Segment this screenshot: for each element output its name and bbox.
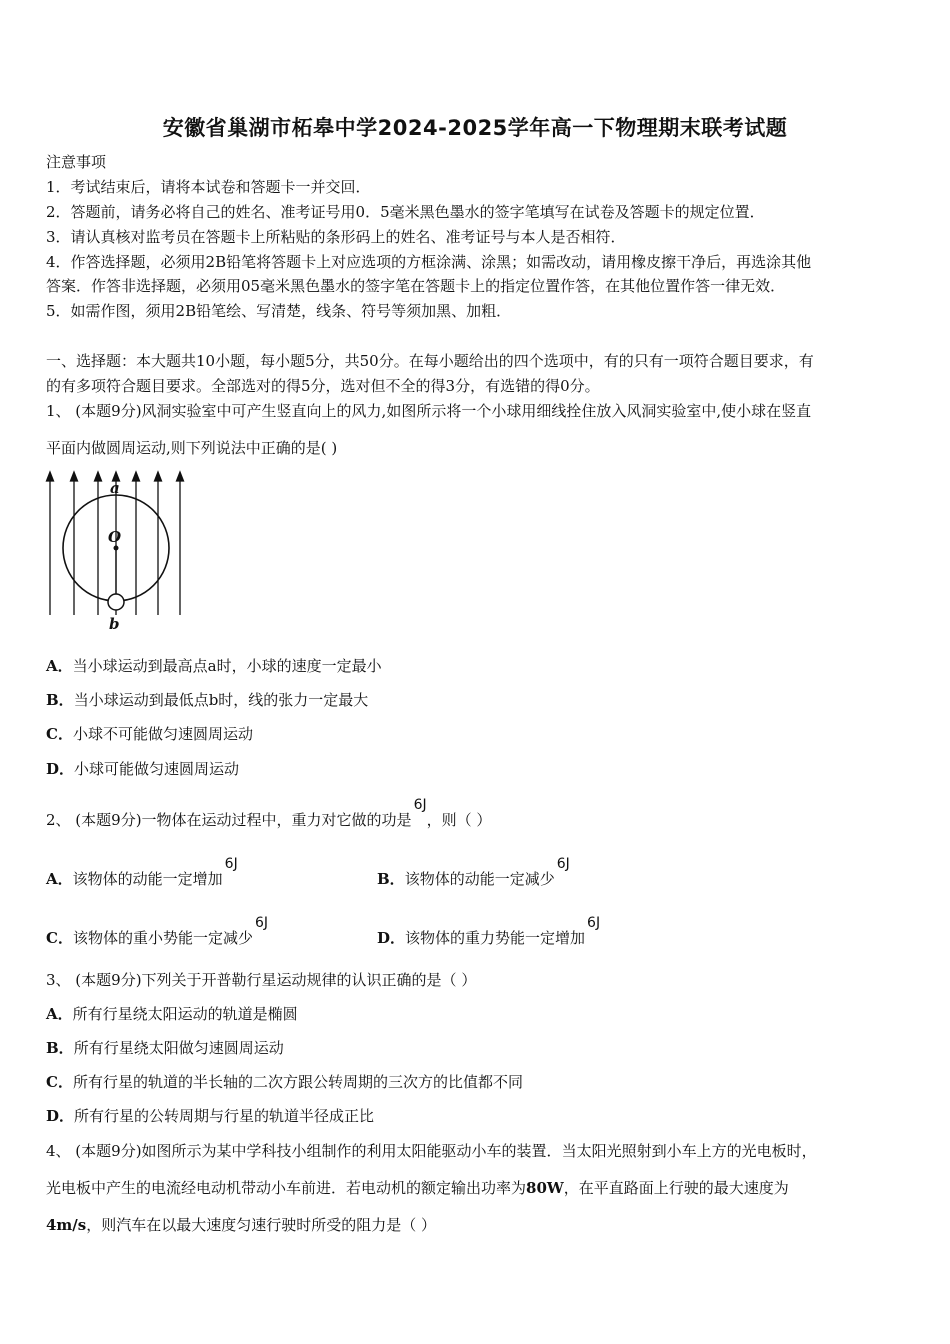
option-letter: B． bbox=[46, 1039, 74, 1057]
option-text: 所有行星绕太阳运动的轨道是椭圆 bbox=[72, 1005, 298, 1023]
option-letter: D． bbox=[377, 929, 406, 947]
q3-stem: 3、 (本题9分)下列关于开普勒行星运动规律的认识正确的是（ ） bbox=[46, 971, 477, 989]
notice-item: 答案．作答非选择题，必须用05毫米黑色墨水的签字笔在答题卡上的指定位置作答，在其他位置作答一律无效． bbox=[46, 277, 786, 295]
option-letter: A． bbox=[46, 870, 73, 888]
q2-stem-value: 6J bbox=[413, 797, 427, 813]
wind-tunnel-figure bbox=[40, 470, 190, 635]
option-letter: A． bbox=[46, 1005, 73, 1023]
q4-stem-line bbox=[46, 1215, 436, 1235]
q2-option-d[interactable] bbox=[377, 915, 601, 948]
notice-item: 4．作答选择题，必须用2B铅笔将答题卡上对应选项的方框涂满、涂黑；如需改动，请用橡皮擦干净后，再选涂其他 bbox=[46, 253, 812, 271]
q1-option-a[interactable] bbox=[46, 656, 382, 676]
q4-speed-value: 4m/s bbox=[46, 1216, 87, 1234]
option-letter: A． bbox=[46, 657, 73, 675]
q3-option-c[interactable] bbox=[46, 1072, 523, 1092]
q4-power-value: 80W bbox=[526, 1179, 564, 1197]
option-text: 小球可能做匀速圆周运动 bbox=[74, 760, 240, 778]
option-letter: B． bbox=[46, 691, 74, 709]
q1-option-d[interactable] bbox=[46, 759, 239, 779]
option-value: 6J bbox=[254, 915, 269, 931]
page-title: 安徽省巢湖市柘皋中学2024-2025学年高一下物理期末联考试题 bbox=[162, 116, 788, 140]
q2-option-a[interactable] bbox=[46, 856, 238, 889]
section-line: 的有多项符合题目要求。全部选对的得5分，选对但不全的得3分，有选错的得0分。 bbox=[46, 377, 600, 395]
option-letter: D． bbox=[46, 760, 75, 778]
q2-stem-tail: ，则（ ） bbox=[426, 811, 492, 829]
q3-option-b[interactable] bbox=[46, 1038, 284, 1058]
q4-text: ，在平直路面上行驶的最大速度为 bbox=[563, 1179, 789, 1197]
q1-option-c[interactable] bbox=[46, 724, 253, 744]
option-text: 小球不可能做匀速圆周运动 bbox=[72, 725, 253, 743]
q4-stem-line: 4、 (本题9分)如图所示为某中学科技小组制作的利用太阳能驱动小车的装置．当太阳光照射到小车上方的光电板时， bbox=[46, 1142, 817, 1160]
notice-item: 5．如需作图，须用2B铅笔绘、写清楚，线条、符号等须加黑、加粗． bbox=[46, 302, 512, 320]
option-letter: C． bbox=[46, 725, 73, 743]
option-text: 该物体的动能一定减少 bbox=[404, 870, 555, 888]
notice-item: 2．答题前，请务必将自己的姓名、准考证号用0．5毫米黑色墨水的签字笔填写在试卷及答题卡的规定位置． bbox=[46, 203, 765, 221]
q4-text: ，则汽车在以最大速度匀速行驶时所受的阻力是（ ） bbox=[86, 1216, 437, 1234]
option-value: 6J bbox=[224, 856, 238, 872]
option-text: 该物体的重小势能一定减少 bbox=[72, 929, 253, 947]
option-text: 所有行星的轨道的半长轴的二次方跟公转周期的三次方的比值都不同 bbox=[72, 1073, 523, 1091]
option-text: 该物体的重力势能一定增加 bbox=[405, 929, 586, 947]
figure-label-o: O bbox=[108, 528, 122, 546]
q4-stem-line bbox=[46, 1178, 789, 1198]
notice-item: 1．考试结束后，请将本试卷和答题卡一并交回． bbox=[46, 178, 371, 196]
option-letter: D． bbox=[46, 1107, 75, 1125]
notice-item: 3．请认真核对监考员在答题卡上所粘贴的条形码上的姓名、准考证号与本人是否相符． bbox=[46, 228, 626, 246]
figure-label-b: b bbox=[109, 615, 120, 633]
q3-option-d[interactable] bbox=[46, 1106, 374, 1126]
option-text: 该物体的动能一定增加 bbox=[72, 870, 223, 888]
q3-option-a[interactable] bbox=[46, 1004, 298, 1024]
q1-option-b[interactable] bbox=[46, 690, 368, 710]
option-text: 所有行星绕太阳做匀速圆周运动 bbox=[73, 1039, 284, 1057]
option-text: 当小球运动到最低点b时，线的张力一定最大 bbox=[73, 691, 369, 709]
option-letter: B． bbox=[377, 870, 405, 888]
q2-stem-text: 2、 (本题9分)一物体在运动过程中，重力对它做的功是 bbox=[46, 811, 412, 829]
section-line: 一、选择题：本大题共10小题，每小题5分，共50分。在每小题给出的四个选项中，有的只有一项符合题目要求，有 bbox=[46, 352, 814, 370]
option-value: 6J bbox=[587, 915, 601, 931]
option-value: 6J bbox=[556, 856, 570, 872]
figure-label-a: a bbox=[110, 479, 120, 497]
notice-heading: 注意事项 bbox=[46, 153, 107, 171]
q2-stem bbox=[46, 797, 492, 830]
option-text: 所有行星的公转周期与行星的轨道半径成正比 bbox=[74, 1107, 375, 1125]
q2-option-b[interactable] bbox=[377, 856, 570, 889]
q2-option-c[interactable] bbox=[46, 915, 269, 948]
option-text: 当小球运动到最高点a时，小球的速度一定最小 bbox=[72, 657, 382, 675]
option-letter: C． bbox=[46, 1073, 73, 1091]
option-letter: C． bbox=[46, 929, 73, 947]
q1-stem-line: 1、 (本题9分)风洞实验室中可产生竖直向上的风力,如图所示将一个小球用细线拴住放入风洞实验室中,使小球在竖直 bbox=[46, 402, 812, 420]
q4-text: 光电板中产生的电流经电动机带动小车前进．若电动机的额定输出功率为 bbox=[46, 1179, 527, 1197]
q1-stem-line: 平面内做圆周运动,则下列说法中正确的是( ) bbox=[46, 439, 338, 457]
